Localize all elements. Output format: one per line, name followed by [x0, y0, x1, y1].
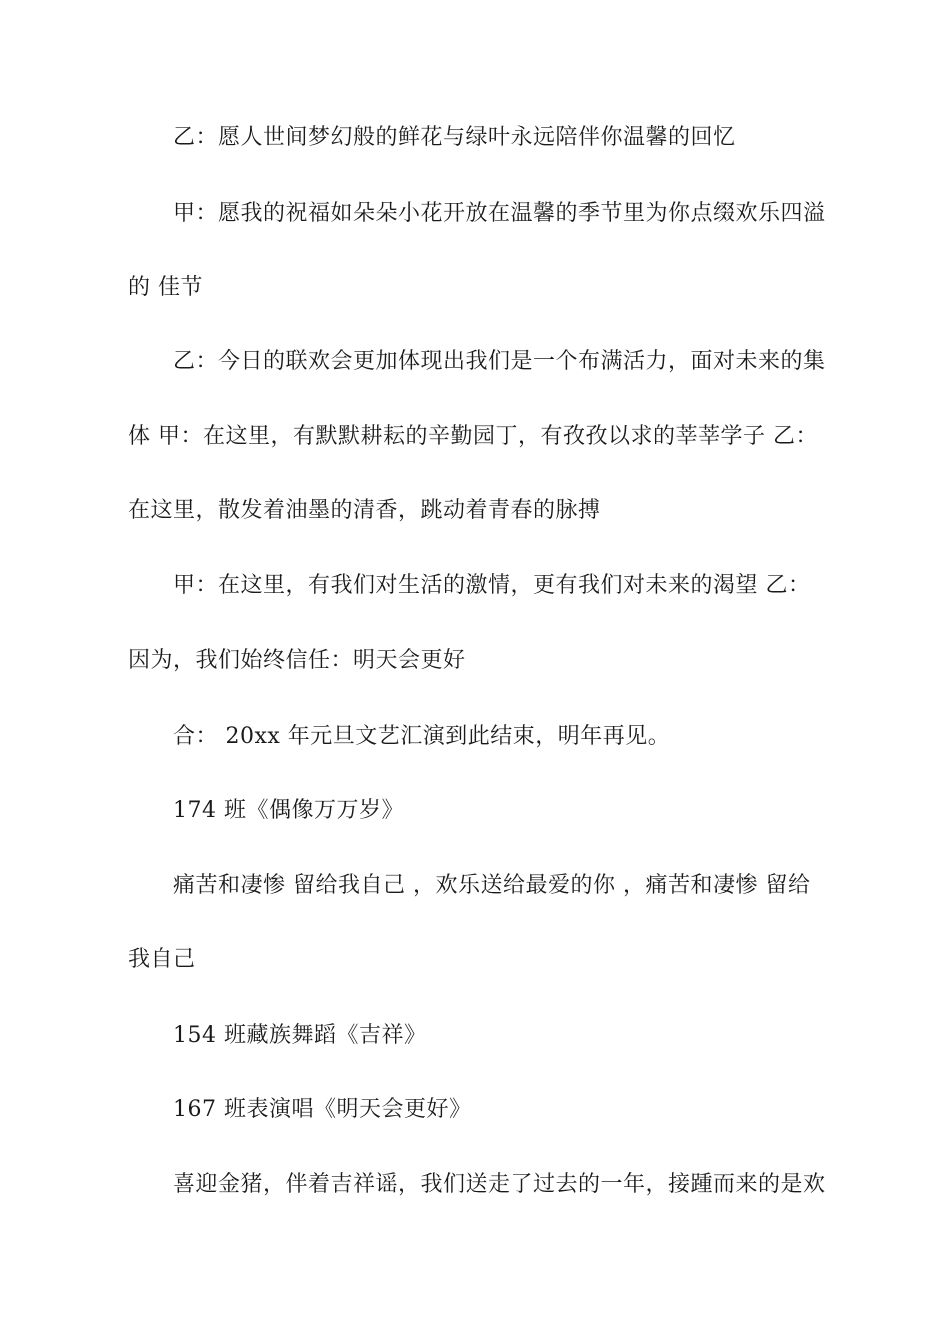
paragraph-line-3: 的 佳节 [128, 275, 203, 300]
program-title-154: 154 班藏族舞蹈《吉祥》 [173, 1023, 427, 1048]
paragraph-line-4: 乙：今日的联欢会更加体现出我们是一个布满活力，面对未来的集 [173, 349, 826, 374]
paragraph-line-8: 因为，我们始终信任：明天会更好 [128, 648, 466, 673]
paragraph-line-5: 体 甲：在这里，有默默耕耘的辛勤园丁，有孜孜以求的莘莘学子 乙： [128, 424, 818, 449]
paragraph-line-2: 甲：愿我的祝福如朵朵小花开放在温馨的季节里为你点缀欢乐四溢 [173, 201, 826, 226]
paragraph-line-12: 我自己 [128, 947, 196, 972]
paragraph-line-11: 痛苦和凄惨 留给我自己 ，欢乐送给最爱的你 ，痛苦和凄惨 留给 [173, 873, 811, 898]
paragraph-line-7: 甲：在这里，有我们对生活的激情，更有我们对未来的渴望 乙： [173, 573, 811, 598]
paragraph-line-6: 在这里，散发着油墨的清香，跳动着青春的脉搏 [128, 498, 601, 523]
program-title-167: 167 班表演唱《明天会更好》 [173, 1097, 472, 1122]
paragraph-line-15: 喜迎金猪，伴着吉祥谣，我们送走了过去的一年，接踵而来的是欢 [173, 1172, 826, 1197]
program-title-174: 174 班《偶像万万岁》 [173, 798, 404, 823]
paragraph-line-9: 合： 20xx 年元旦文艺汇演到此结束，明年再见。 [173, 724, 671, 749]
paragraph-line-1: 乙：愿人世间梦幻般的鲜花与绿叶永远陪伴你温馨的回忆 [173, 125, 736, 150]
